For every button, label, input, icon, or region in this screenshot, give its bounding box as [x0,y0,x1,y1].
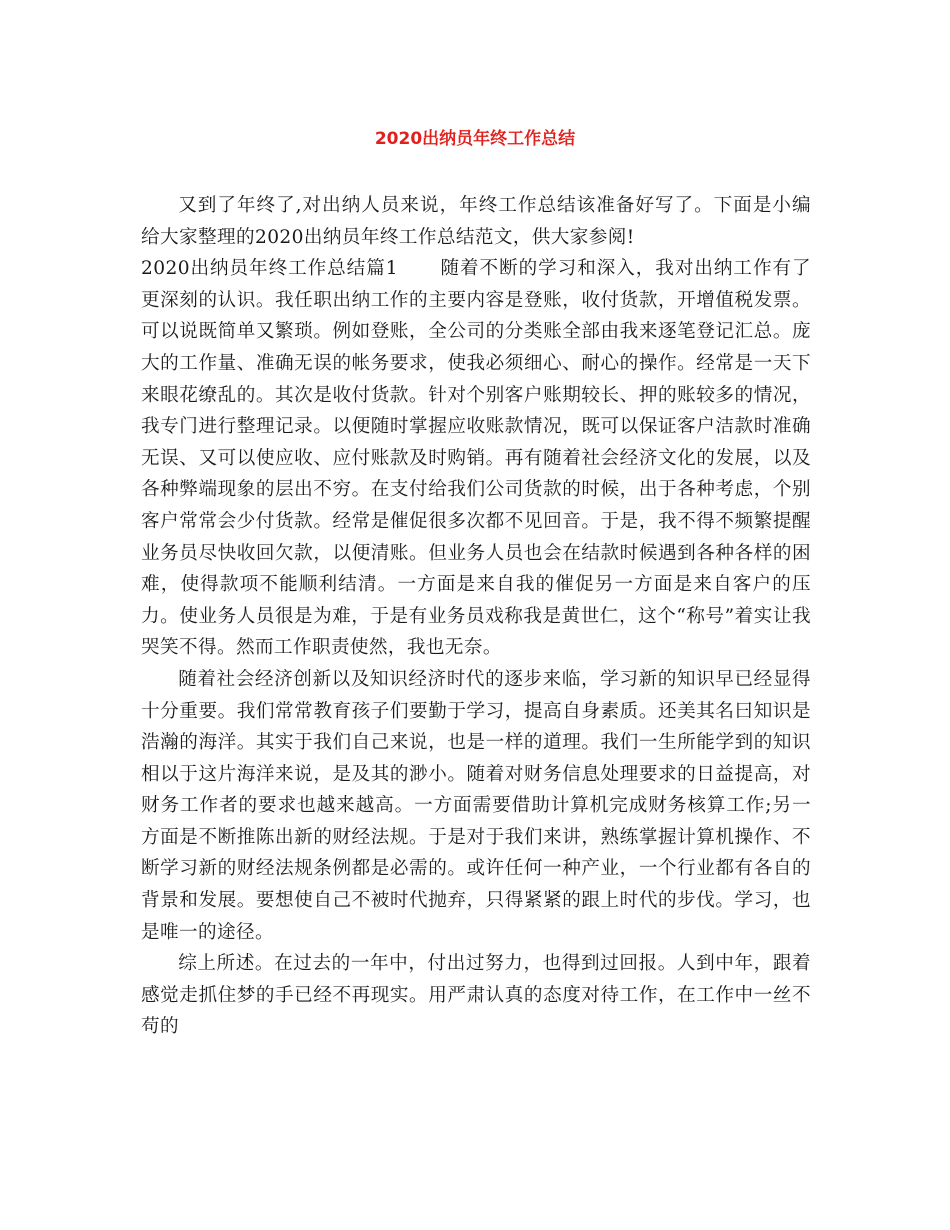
article-heading: 2020出纳员年终工作总结篇1 [141,258,398,280]
intro-paragraph: 又到了年终了,对出纳人员来说，年终工作总结该准备好写了。下面是小编给大家整理的2020出纳员年终工作总结范文，供大家参阅! [141,195,811,248]
document-body [141,190,811,1043]
article-paragraph-1 [141,253,811,664]
article-paragraph-2: 随着社会经济创新以及知识经济时代的逐步来临，学习新的知识早已经显得十分重要。我们常常教育孩子们要勤于学习，提高自身素质。还美其名曰知识是浩瀚的海洋。其实于我们自己来说，也是一样的道理。我们一生所能学到的知识相以于这片海洋来说，是及其的渺小。随着对财务信息处理要求的日益提高，对财务工作者的要求也越来越高。一方面需要借助计算机完成财务核算工作;另一方面是不断推陈出新的财经法规。于是对于我们来讲，熟练掌握计算机操作、不断学习新的财经法规条例都是必需的。或许任何一种产业，一个行业都有各自的背景和发展。要想使自己不被时代抛弃，只得紧紧的跟上时代的步伐。学习，也是唯一的途径。 [141,668,811,943]
paragraph-1-text: 随着不断的学习和深入，我对出纳工作有了更深刻的认识。我任职出纳工作的主要内容是登账，收付货款，开增值税发票。可以说既简单又繁琐。例如登账，全公司的分类账全部由我来逐笔登记汇总。庞大的工作量、准确无误的帐务要求，使我必须细心、耐心的操作。经常是一天下来眼花缭乱的。其次是收付货款。针对个别客户账期较长、押的账较多的情况，我专门进行整理记录。以便随时掌握应收账款情况，既可以保证客户洁款时准确无误、又可以使应收、应付账款及时购销。再有随着社会经济文化的发展，以及各种弊端现象的层出不穷。在支付给我们公司货款的时候，出于各种考虑，个别客户常常会少付货款。经常是催促很多次都不见回音。于是，我不得不频繁提醒业务员尽快收回欠款，以便清账。但业务人员也会在结款时候遇到各种各样的困难，使得款项不能顺利结清。一方面是来自我的催促另一方面是来自客户的压力。使业务人员很是为难，于是有业务员戏称我是黄世仁，这个“称号”着实让我哭笑不得。然而工作职责使然，我也无奈。 [141,258,811,659]
document-title: 2020出纳员年终工作总结 [374,129,576,149]
article-paragraph-3: 综上所述。在过去的一年中，付出过努力，也得到过回报。人到中年，跟着感觉走抓住梦的手已经不再现实。用严肃认真的态度对待工作，在工作中一丝不苟的 [141,953,811,1038]
